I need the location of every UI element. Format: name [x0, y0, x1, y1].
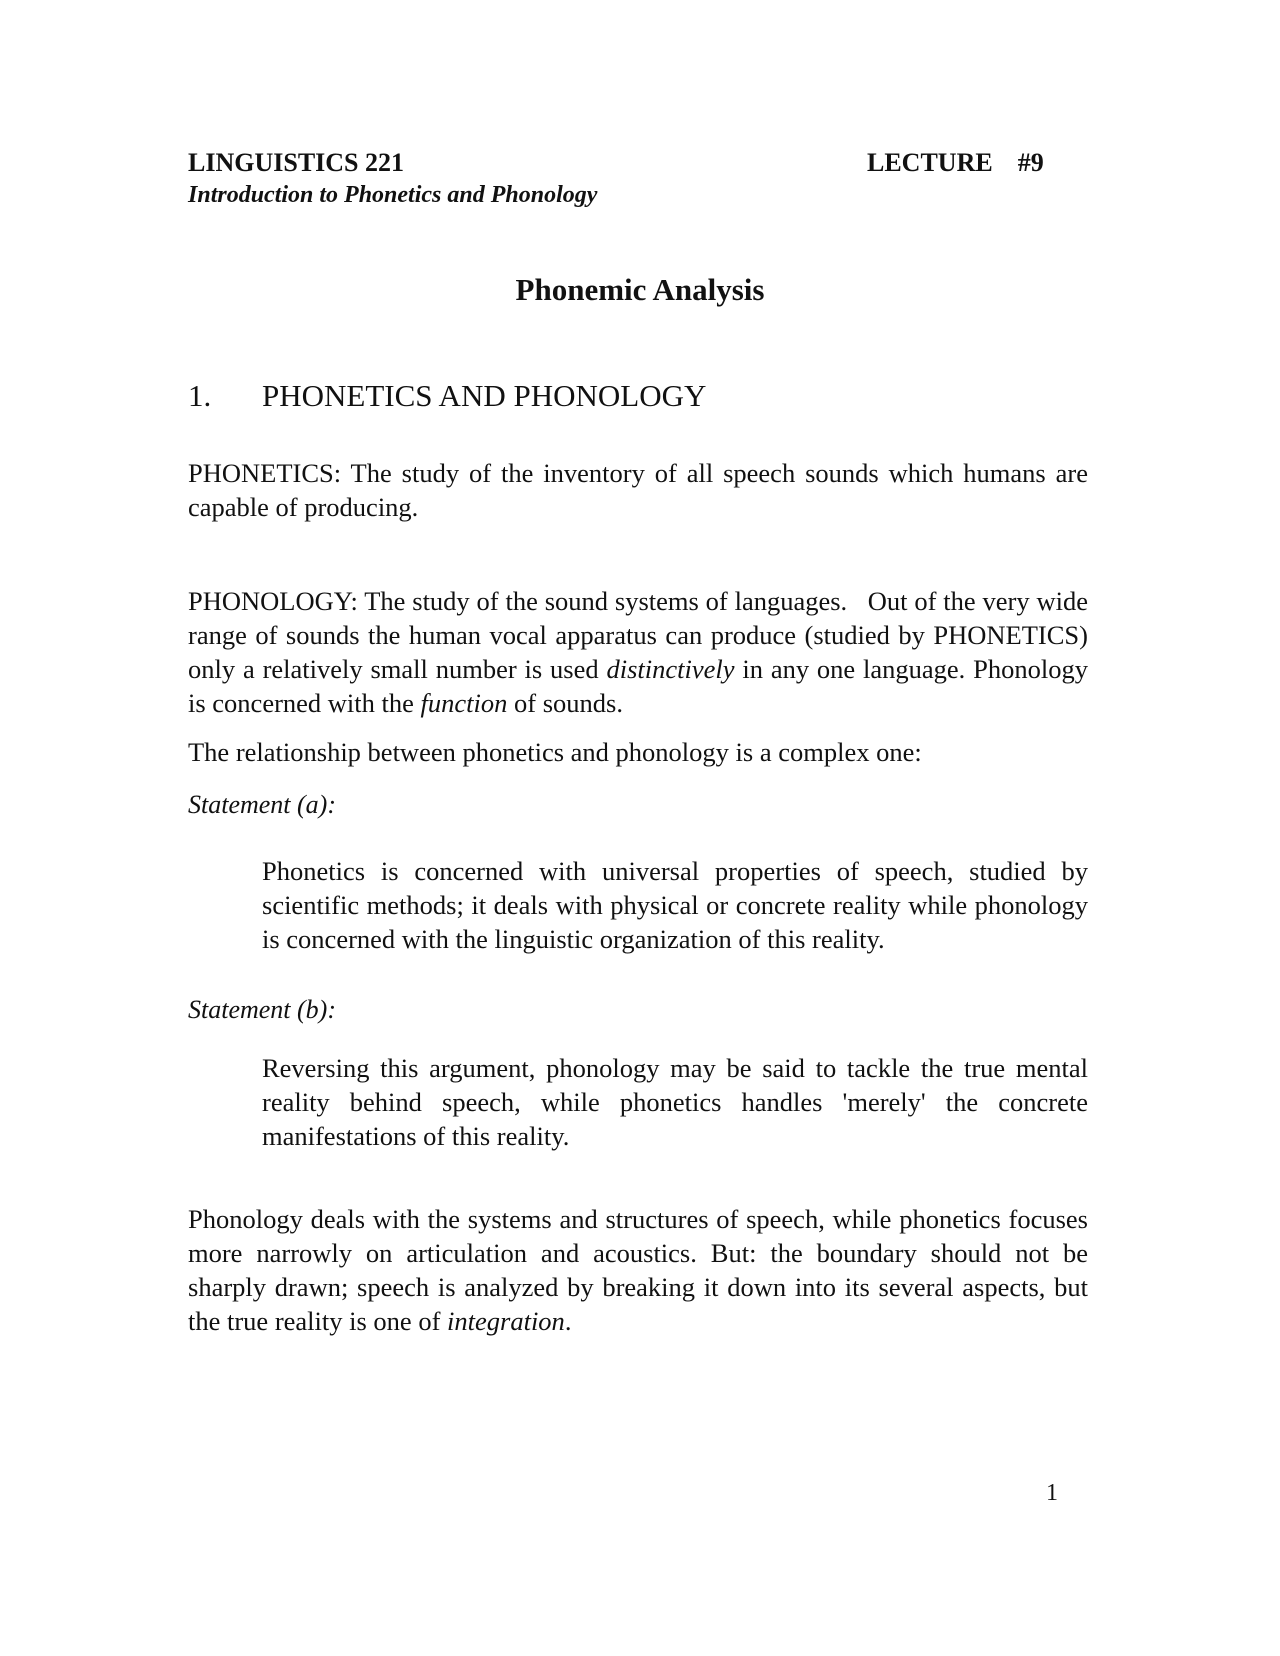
phonetics-definition: PHONETICS: The study of the inventory of all speech sounds which humans are capable of producing. [188, 458, 1088, 522]
phonology-emphasis-distinctively: distinctively [606, 654, 735, 684]
relationship-block [188, 735, 1088, 769]
statement-b-label: Statement (b): [188, 995, 337, 1024]
section-heading [188, 378, 706, 414]
relationship-sentence: The relationship between phonetics and phonology is a complex one: [188, 737, 922, 767]
statement-a-block [262, 854, 1088, 956]
statement-a-label: Statement (a): [188, 790, 337, 819]
course-subtitle: Introduction to Phonetics and Phonology [188, 182, 598, 208]
conclusion-emphasis-integration: integration [447, 1306, 565, 1336]
conclusion-block [188, 1202, 1088, 1338]
page-title: Phonemic Analysis [515, 272, 765, 307]
page-number: 1 [1046, 1480, 1058, 1506]
phonology-text-2: in any one language. Phonology is concerned with the [188, 654, 1095, 718]
conclusion-paragraph [188, 1202, 1088, 1338]
conclusion-text-1: Phonology deals with the systems and structures of speech, while phonetics focuses more narrowly on articulation and acoustics. But: the boundary should not be sharply drawn; speech is analyzed by breaking it down into its several aspects, but the true reality is one of [188, 1204, 1088, 1336]
phonology-emphasis-function: function [420, 688, 508, 718]
section-title: PHONETICS AND PHONOLOGY [262, 378, 707, 413]
phonology-text-3: of sounds. [507, 688, 623, 718]
statement-b-block [262, 1051, 1088, 1153]
section-number: 1. [188, 378, 212, 413]
statement-b-text: Reversing this argument, phonology may be said to tackle the true mental reality behind speech, while phonetics handles 'merely' the concrete manifestations of this reality. [262, 1053, 1088, 1151]
statement-a-text: Phonetics is concerned with universal properties of speech, studied by scientific methods; it deals with physical or concrete reality while phonology is concerned with the linguistic organization of this reality. [262, 856, 1088, 954]
phonetics-definition-block [188, 456, 1088, 524]
phonology-definition-block [188, 584, 1095, 720]
conclusion-text-2: . [564, 1306, 572, 1336]
phonology-definition [188, 584, 1095, 720]
lecture-number: LECTURE #9 [867, 148, 1044, 177]
phonology-text-1: PHONOLOGY: The study of the sound systems of languages. Out of the very wide range of sounds the human vocal apparatus can produce (studied by PHONETICS) only a relatively small number is used [188, 586, 1095, 684]
course-code: LINGUISTICS 221 [188, 148, 405, 177]
